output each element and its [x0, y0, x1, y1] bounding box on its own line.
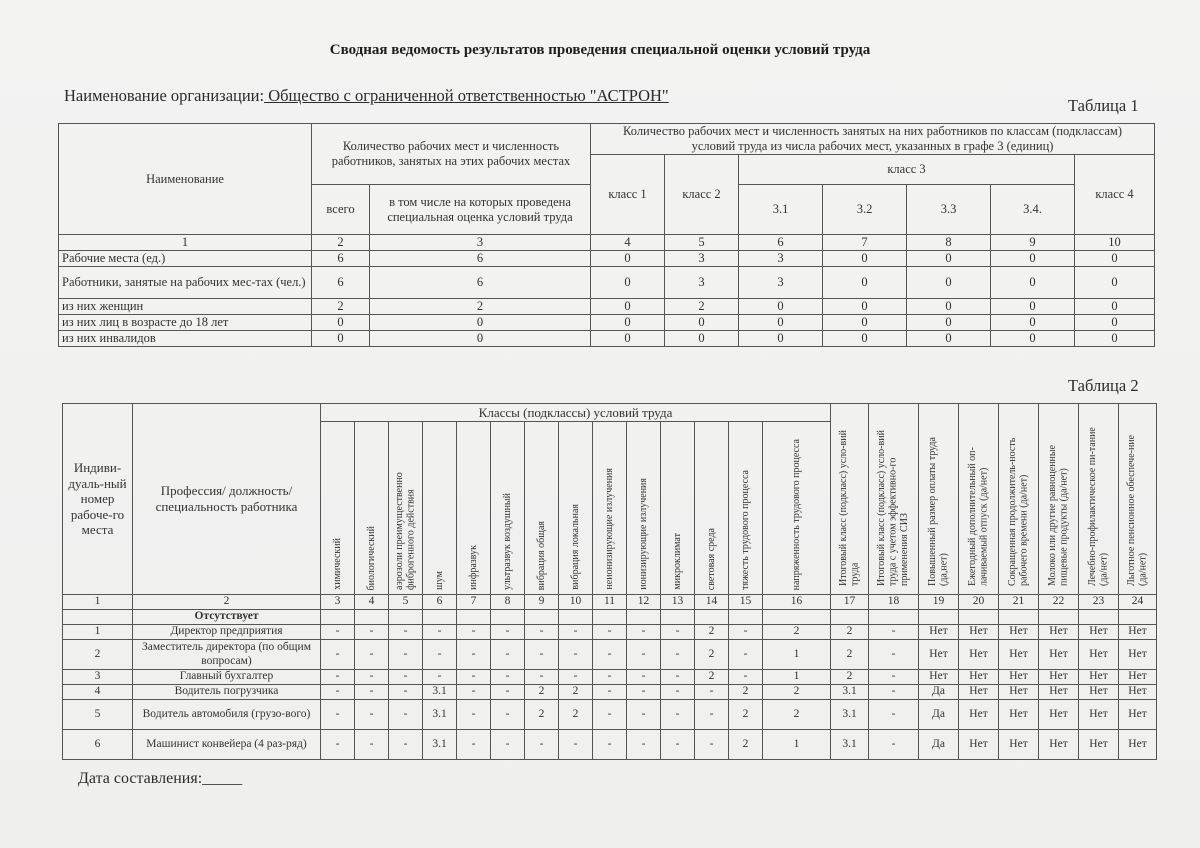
t2-header-classes: Классы (подклассы) условий труда [321, 404, 831, 422]
t1-colnum: 8 [907, 235, 991, 251]
t2-factor-vibration-general: вибрация общая [535, 520, 547, 590]
t2-colnum: 6 [423, 595, 457, 610]
t2-cell: - [869, 730, 919, 760]
t2-row-num: 2 [63, 640, 133, 670]
t2-cell: - [423, 640, 457, 670]
t2-cell: - [457, 700, 491, 730]
t2-cell: Нет [1119, 670, 1157, 685]
t2-row [63, 730, 1157, 760]
t1-cell: 0 [591, 299, 665, 315]
t2-cell: - [321, 730, 355, 760]
t2-row-num: 4 [63, 685, 133, 700]
t2-row-profession: Машинист конвейера (4 раз-ряд) [133, 730, 321, 760]
t1-header-class3: класс 3 [739, 155, 1075, 185]
t2-cell: - [627, 685, 661, 700]
t1-cell: 3 [665, 251, 739, 267]
t1-cell: 6 [312, 251, 370, 267]
t2-cell: - [491, 685, 525, 700]
t2-cell: Да [919, 730, 959, 760]
t2-column-numbers [63, 595, 1157, 610]
t2-cell: - [491, 670, 525, 685]
t2-cell: 3.1 [423, 700, 457, 730]
t2-colnum: 15 [729, 595, 763, 610]
t2-cell: - [389, 640, 423, 670]
organization-line [64, 86, 669, 106]
t2-cell: Нет [959, 685, 999, 700]
t2-cell: 2 [763, 625, 831, 640]
t1-cell: 0 [1075, 267, 1155, 299]
t2-cell: Нет [1039, 685, 1079, 700]
t2-cell: Нет [1119, 700, 1157, 730]
t2-cell: Нет [1039, 640, 1079, 670]
t1-header-3-2: 3.2 [823, 185, 907, 235]
t2-colnum: 24 [1119, 595, 1157, 610]
t2-row [63, 700, 1157, 730]
t2-cell: - [321, 625, 355, 640]
t2-cell: 2 [695, 625, 729, 640]
t2-cell: Нет [999, 685, 1039, 700]
t2-cell: - [695, 700, 729, 730]
t1-colnum: 7 [823, 235, 907, 251]
t2-cell: - [389, 670, 423, 685]
t2-cell: - [869, 700, 919, 730]
t2-cell: - [661, 700, 695, 730]
t1-cell: 0 [591, 251, 665, 267]
t2-cell: 1 [763, 670, 831, 685]
t1-colnum: 2 [312, 235, 370, 251]
t1-colnum: 9 [991, 235, 1075, 251]
t1-cell: 0 [1075, 331, 1155, 347]
t2-factor-infrasound: инфразвук [467, 545, 479, 590]
t2-cell: - [695, 685, 729, 700]
t1-cell: 0 [907, 251, 991, 267]
t2-cell: - [321, 685, 355, 700]
t1-cell: 0 [823, 267, 907, 299]
t2-cell: Нет [959, 730, 999, 760]
t1-cell: 0 [739, 315, 823, 331]
t1-row [59, 299, 1155, 315]
t1-header-3-4: 3.4. [991, 185, 1075, 235]
t2-header-final-class: Итоговый класс (подкласс) усло-вий труда [838, 430, 861, 586]
t2-cell: - [593, 640, 627, 670]
t2-cell: - [355, 670, 389, 685]
t1-cell: 0 [823, 315, 907, 331]
t2-cell: 2 [831, 625, 869, 640]
t2-cell: 2 [763, 685, 831, 700]
t2-factor-lighting: световая среда [705, 527, 717, 590]
t2-cell: 2 [695, 670, 729, 685]
t2-cell: - [491, 730, 525, 760]
t2-cell: - [661, 640, 695, 670]
t2-colnum: 20 [959, 595, 999, 610]
t2-cell: 1 [763, 640, 831, 670]
t2-cell: 1 [763, 730, 831, 760]
t2-cell: 2 [559, 685, 593, 700]
t1-header-assessed: в том числе на которых проведена специальная оценка условий труда [370, 185, 591, 235]
t2-cell: Нет [999, 700, 1039, 730]
t2-header-nutrition: Лечебно-профилактическое пи-тание (да/нет) [1087, 427, 1110, 586]
workplace-table [62, 403, 1157, 625]
t2-cell: - [321, 700, 355, 730]
t2-cell: Нет [959, 700, 999, 730]
t2-cell: - [661, 730, 695, 760]
t2-colnum: 22 [1039, 595, 1079, 610]
t2-row-num: 1 [63, 625, 133, 640]
t2-cell: - [559, 670, 593, 685]
date-compiled: Дата составления:_____ [78, 770, 243, 787]
t1-cell: 3 [739, 251, 823, 267]
t2-cell: - [423, 625, 457, 640]
t2-cell: 2 [525, 685, 559, 700]
t2-cell: - [661, 625, 695, 640]
t1-cell: 0 [907, 315, 991, 331]
t2-cell: Нет [999, 625, 1039, 640]
t1-cell: 0 [370, 315, 591, 331]
t1-header-class2: класс 2 [665, 155, 739, 235]
t2-row-profession: Заместитель директора (по общим вопросам) [133, 640, 321, 670]
t2-cell: - [355, 730, 389, 760]
t1-cell: 0 [1075, 251, 1155, 267]
document-title: Сводная ведомость результатов проведения специальной оценки условий труда [329, 42, 871, 58]
t2-cell: - [627, 625, 661, 640]
t2-cell: - [525, 625, 559, 640]
t2-cell: Нет [1039, 670, 1079, 685]
t2-cell: - [593, 730, 627, 760]
t2-cell: Нет [1079, 700, 1119, 730]
t2-header-profession: Профессия/ должность/ специальность работника [133, 404, 321, 595]
t2-cell: - [661, 670, 695, 685]
t1-header-total: всего [312, 185, 370, 235]
t2-cell: Нет [919, 670, 959, 685]
t2-colnum: 11 [593, 595, 627, 610]
t2-cell: - [457, 625, 491, 640]
t2-cell: Нет [1079, 685, 1119, 700]
t2-cell: - [661, 685, 695, 700]
t2-cell: Нет [1119, 685, 1157, 700]
t2-cell: Нет [1039, 625, 1079, 640]
t2-cell: - [321, 640, 355, 670]
t1-row-name: из них лиц в возрасте до 18 лет [59, 315, 312, 331]
t1-colnum: 3 [370, 235, 591, 251]
t1-cell: 2 [312, 299, 370, 315]
t2-cell: - [627, 700, 661, 730]
t1-cell: 0 [1075, 299, 1155, 315]
t2-cell: - [559, 625, 593, 640]
t1-row [59, 251, 1155, 267]
t2-cell: - [491, 625, 525, 640]
t1-cell: 0 [591, 267, 665, 299]
t2-cell: 3.1 [831, 730, 869, 760]
t2-cell: - [491, 640, 525, 670]
t2-section-label: Отсутствует [133, 609, 321, 624]
t1-row-name: из них женщин [59, 299, 312, 315]
t2-colnum: 5 [389, 595, 423, 610]
t2-factor-biological: биологический [365, 525, 377, 590]
t2-cell: Нет [1079, 670, 1119, 685]
t1-cell: 2 [665, 299, 739, 315]
t2-cell: - [627, 670, 661, 685]
t2-cell: - [593, 685, 627, 700]
t2-cell: Нет [919, 640, 959, 670]
t2-cell: - [729, 640, 763, 670]
t2-cell: - [389, 730, 423, 760]
t2-cell: - [525, 640, 559, 670]
t2-cell: - [869, 640, 919, 670]
table1-caption: Таблица 1 [1068, 96, 1139, 115]
t1-colnum: 10 [1075, 235, 1155, 251]
t2-factor-chemical: химический [331, 538, 343, 590]
t1-header-name: Наименование [59, 124, 312, 235]
t1-cell: 0 [823, 299, 907, 315]
t1-cell: 3 [665, 267, 739, 299]
t2-cell: - [491, 700, 525, 730]
t2-row-num: 3 [63, 670, 133, 685]
t1-cell: 0 [370, 331, 591, 347]
t2-cell: Нет [959, 640, 999, 670]
t2-factor-nonionizing: неионизирующие излучения [603, 468, 615, 590]
t2-row-profession: Директор предприятия [133, 625, 321, 640]
t2-cell: Нет [999, 670, 1039, 685]
t1-cell: 3 [739, 267, 823, 299]
t1-header-3-3: 3.3 [907, 185, 991, 235]
table2-caption: Таблица 2 [1068, 376, 1139, 395]
t1-cell: 0 [991, 315, 1075, 331]
t2-cell: - [869, 685, 919, 700]
t1-header-group-a: Количество рабочих мест и численность работников, занятых на этих рабочих местах [312, 124, 591, 185]
t2-colnum: 3 [321, 595, 355, 610]
t2-header-leave: Ежегодный дополнительный оп-лачиваемый отпуск (да/нет) [967, 447, 990, 586]
t2-cell: - [457, 730, 491, 760]
t2-header-num: Индиви-дуаль-ный номер рабоче-го места [63, 404, 133, 595]
t1-cell: 0 [991, 331, 1075, 347]
t2-cell: Да [919, 685, 959, 700]
t2-cell: Нет [1119, 625, 1157, 640]
t2-cell: - [593, 700, 627, 730]
t2-cell: - [423, 670, 457, 685]
t1-cell: 0 [907, 331, 991, 347]
t2-cell: 2 [831, 670, 869, 685]
t2-section-row [63, 609, 1157, 624]
t2-colnum: 18 [869, 595, 919, 610]
t2-colnum: 17 [831, 595, 869, 610]
t1-cell: 0 [907, 299, 991, 315]
t2-cell: 2 [729, 685, 763, 700]
t2-row-profession: Водитель автомобиля (грузо-вого) [133, 700, 321, 730]
t2-cell: 2 [729, 730, 763, 760]
t1-cell: 0 [823, 251, 907, 267]
t1-header-group-b: Количество рабочих мест и численность занятых на них работников по классам (подклассам) условий труда из числа рабочих мест, указанных в графе 3 (единиц) [591, 124, 1155, 155]
t2-cell: - [559, 730, 593, 760]
t2-cell: Нет [1079, 640, 1119, 670]
t2-row-num: 6 [63, 730, 133, 760]
t2-colnum: 8 [491, 595, 525, 610]
t1-cell: 6 [370, 267, 591, 299]
t2-cell: - [559, 640, 593, 670]
t1-cell: 0 [591, 315, 665, 331]
t2-cell: Нет [1039, 730, 1079, 760]
t1-cell: 0 [739, 299, 823, 315]
t2-cell: - [457, 685, 491, 700]
t2-cell: 2 [695, 640, 729, 670]
t1-cell: 0 [665, 331, 739, 347]
t2-cell: - [593, 625, 627, 640]
t1-header-3-1: 3.1 [739, 185, 823, 235]
t1-row [59, 315, 1155, 331]
t2-cell: - [457, 640, 491, 670]
t1-cell: 0 [739, 331, 823, 347]
t2-cell: - [627, 640, 661, 670]
t2-cell: - [525, 730, 559, 760]
t1-cell: 0 [665, 315, 739, 331]
t2-header-pension: Льготное пенсионное обеспече-ние (да/нет) [1126, 434, 1149, 586]
t2-cell: - [627, 730, 661, 760]
t2-cell: Нет [959, 625, 999, 640]
workplace-table-rows [62, 624, 1157, 760]
t1-cell: 6 [370, 251, 591, 267]
t1-row-name: Работники, занятые на рабочих мес-тах (чел.) [59, 267, 312, 299]
t1-cell: 0 [823, 331, 907, 347]
t2-cell: 3.1 [831, 700, 869, 730]
t1-column-numbers [59, 235, 1155, 251]
t2-cell: - [389, 625, 423, 640]
t2-cell: Нет [1119, 640, 1157, 670]
t2-colnum: 2 [133, 595, 321, 610]
t2-factor-intensity: напряженность трудового процесса [790, 438, 802, 590]
t2-colnum: 4 [355, 595, 389, 610]
t2-cell: 3.1 [423, 730, 457, 760]
t2-header-milk: Молоко или другие равноценные пищевые продукты (да/нет) [1047, 444, 1070, 586]
t1-header-class1: класс 1 [591, 155, 665, 235]
t2-cell: Нет [999, 640, 1039, 670]
t2-row [63, 670, 1157, 685]
t2-cell: - [869, 625, 919, 640]
t1-cell: 0 [991, 299, 1075, 315]
t2-cell: - [457, 670, 491, 685]
t1-colnum: 1 [59, 235, 312, 251]
t2-cell: - [729, 625, 763, 640]
t2-cell: - [355, 685, 389, 700]
t2-cell: - [389, 685, 423, 700]
t1-header-class4: класс 4 [1075, 155, 1155, 235]
t2-cell: Нет [1079, 730, 1119, 760]
t2-cell: Нет [1079, 625, 1119, 640]
t2-cell: 2 [831, 640, 869, 670]
t1-row [59, 331, 1155, 347]
t2-cell: Нет [919, 625, 959, 640]
t1-cell: 0 [312, 315, 370, 331]
t2-factor-vibration-local: вибрация локальная [569, 504, 581, 590]
organization-name: Общество с ограниченной ответственностью "АСТРОН" [264, 86, 669, 105]
t2-cell: 2 [729, 700, 763, 730]
t2-cell: - [869, 670, 919, 685]
t1-cell: 0 [991, 267, 1075, 299]
t2-cell: - [355, 625, 389, 640]
t2-colnum: 7 [457, 595, 491, 610]
t2-cell: - [593, 670, 627, 685]
t2-cell: Нет [1119, 730, 1157, 760]
t2-row [63, 640, 1157, 670]
t2-cell: - [355, 640, 389, 670]
t2-header-pay: Повышенный размер оплаты труда (да,нет) [927, 437, 950, 586]
t2-colnum: 13 [661, 595, 695, 610]
t1-cell: 2 [370, 299, 591, 315]
t2-cell: - [729, 670, 763, 685]
t1-cell: 0 [991, 251, 1075, 267]
t2-colnum: 23 [1079, 595, 1119, 610]
t2-factor-ultrasound: ультразвук воздушный [501, 493, 513, 590]
t1-colnum: 6 [739, 235, 823, 251]
t2-cell: Нет [999, 730, 1039, 760]
t2-cell: Нет [959, 670, 999, 685]
organization-label: Наименование организации: [64, 86, 265, 105]
t2-cell: 3.1 [423, 685, 457, 700]
t2-row-num: 5 [63, 700, 133, 730]
t2-header-short-time: Сокращенная продолжитель-ность рабочего времени (да/нет) [1007, 437, 1030, 586]
t2-colnum: 14 [695, 595, 729, 610]
t2-cell: 3.1 [831, 685, 869, 700]
t2-header-final-class-ppe: Итоговый класс (подкласс) усло-вий труда с учетом эффективно-го применения СИЗ [876, 430, 911, 586]
t2-cell: - [525, 670, 559, 685]
t2-colnum: 1 [63, 595, 133, 610]
t2-cell: 2 [525, 700, 559, 730]
t2-factor-ionizing: ионизирующие излучения [637, 478, 649, 590]
t1-row-name: Рабочие места (ед.) [59, 251, 312, 267]
t2-colnum: 16 [763, 595, 831, 610]
t2-colnum: 9 [525, 595, 559, 610]
t1-row [59, 267, 1155, 299]
t1-cell: 0 [591, 331, 665, 347]
t2-cell: Нет [1039, 700, 1079, 730]
t2-cell: 2 [559, 700, 593, 730]
t2-factor-heaviness: тяжесть трудового процесса [739, 470, 751, 590]
t1-row-name: из них инвалидов [59, 331, 312, 347]
t2-colnum: 12 [627, 595, 661, 610]
t2-colnum: 19 [919, 595, 959, 610]
t1-cell: 6 [312, 267, 370, 299]
t1-colnum: 4 [591, 235, 665, 251]
t2-cell: 2 [763, 700, 831, 730]
t2-cell: Да [919, 700, 959, 730]
t1-cell: 0 [1075, 315, 1155, 331]
summary-table [58, 123, 1155, 347]
t2-factor-microclimate: микроклимат [671, 533, 683, 590]
t2-factor-noise: шум [433, 571, 445, 590]
t2-cell: - [695, 730, 729, 760]
t2-factor-aerosols: аэрозоли преимущественно фиброгенного действия [394, 472, 417, 590]
t2-row-profession: Главный бухгалтер [133, 670, 321, 685]
t2-cell: - [355, 700, 389, 730]
t1-cell: 0 [312, 331, 370, 347]
t1-cell: 0 [907, 267, 991, 299]
t2-colnum: 10 [559, 595, 593, 610]
t2-cell: - [389, 700, 423, 730]
t1-colnum: 5 [665, 235, 739, 251]
t2-row [63, 625, 1157, 640]
t2-colnum: 21 [999, 595, 1039, 610]
t2-cell: - [321, 670, 355, 685]
t2-row [63, 685, 1157, 700]
t2-row-profession: Водитель погрузчика [133, 685, 321, 700]
